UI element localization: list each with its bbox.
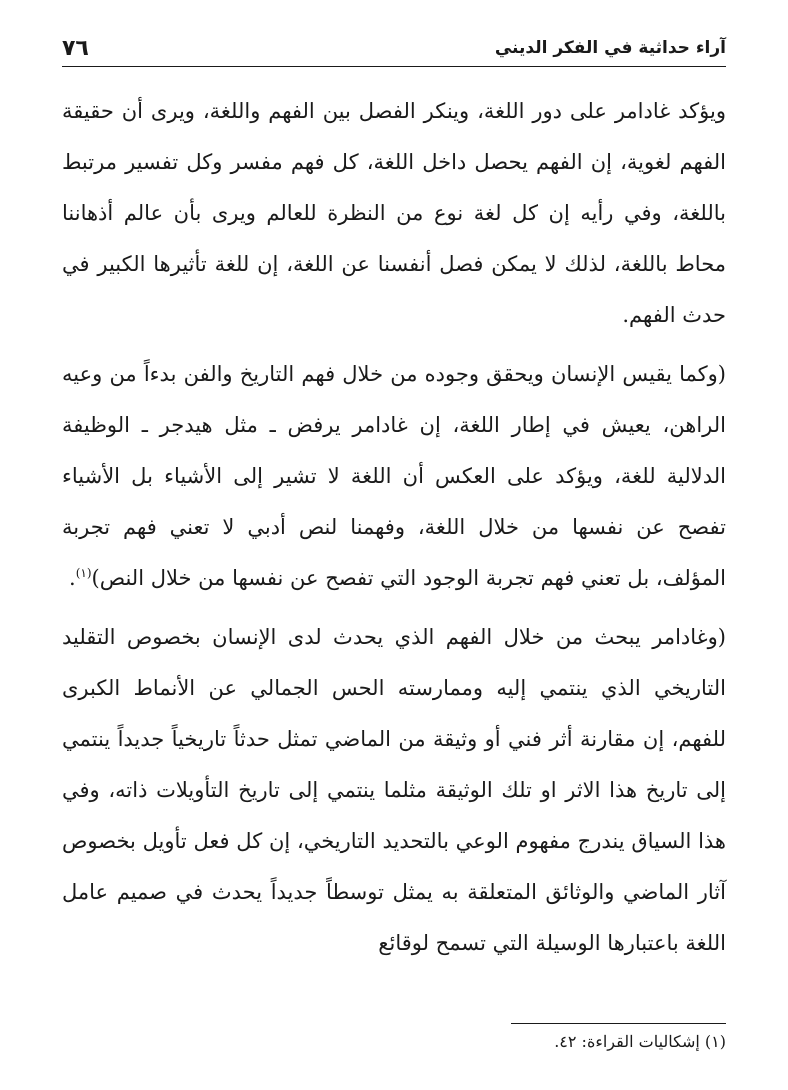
paragraph-end: . <box>69 566 76 590</box>
paragraph <box>62 349 726 604</box>
page-number: ٧٦ <box>62 35 89 61</box>
footnote-marker: (١) <box>75 566 92 580</box>
paragraph-text: ويؤكد غادامر على دور اللغة، وينكر الفصل بين الفهم واللغة، ويرى أن حقيقة الفهم لغوية، إن الفهم يحصل داخل اللغة، كل فهم مفسر وكل تفسير مرتبط باللغة، وفي رأيه إن كل لغة نوع من النظرة للعالم ويرى بأن عالم أذهاننا محاط باللغة، لذلك لا يمكن فصل أنفسنا عن اللغة، إن للغة تأثيرها الكبير في حدث الفهم. <box>62 99 726 327</box>
paragraph-text: (وغادامر يبحث من خلال الفهم الذي يحدث لدى الإنسان بخصوص التقليد التاريخي الذي ينتمي إليه وممارسته الحس الجمالي عن الأنماط الكبرى للفهم، إن مقارنة أثر فني أو وثيقة من الماضي تمثل حدثاً تاريخياً جديداً ينتمي إلى تاريخ هذا الاثر او تلك الوثيقة مثلما ينتمي إلى تاريخ التأويلات ذاته، وفي هذا السياق يندرج مفهوم الوعي بالتحديد التاريخي، إن كل فعل تأويل بخصوص آثار الماضي والوثائق المتعلقة به يمثل توسطاً جديداً يحدث في صميم عامل اللغة باعتبارها الوسيلة التي تسمح لوقائع <box>62 625 726 955</box>
running-title: آراء حداثية في الفكر الديني <box>494 38 726 58</box>
footnote-divider <box>511 1023 726 1024</box>
paragraph <box>62 612 726 969</box>
paragraph-text: (وكما يقيس الإنسان ويحقق وجوده من خلال فهم التاريخ والفن بدءاً من وعيه الراهن، يعيش في إطار اللغة، إن غادامر يرفض ـ مثل هيدجر ـ الوظيفة الدلالية للغة، ويؤكد على العكس أن اللغة لا تشير إلى الأشياء بل الأشياء تفصح عن نفسها من خلال اللغة، وفهمنا لنص أدبي لا تعني فهم تجربة المؤلف، بل تعني فهم تجربة الوجود التي تفصح عن نفسها من خلال النص) <box>62 362 726 590</box>
body-text <box>62 86 726 977</box>
paragraph <box>62 86 726 341</box>
page-header <box>62 30 726 67</box>
footnote: (١) إشكاليات القراءة: ٤٢. <box>554 1032 726 1051</box>
